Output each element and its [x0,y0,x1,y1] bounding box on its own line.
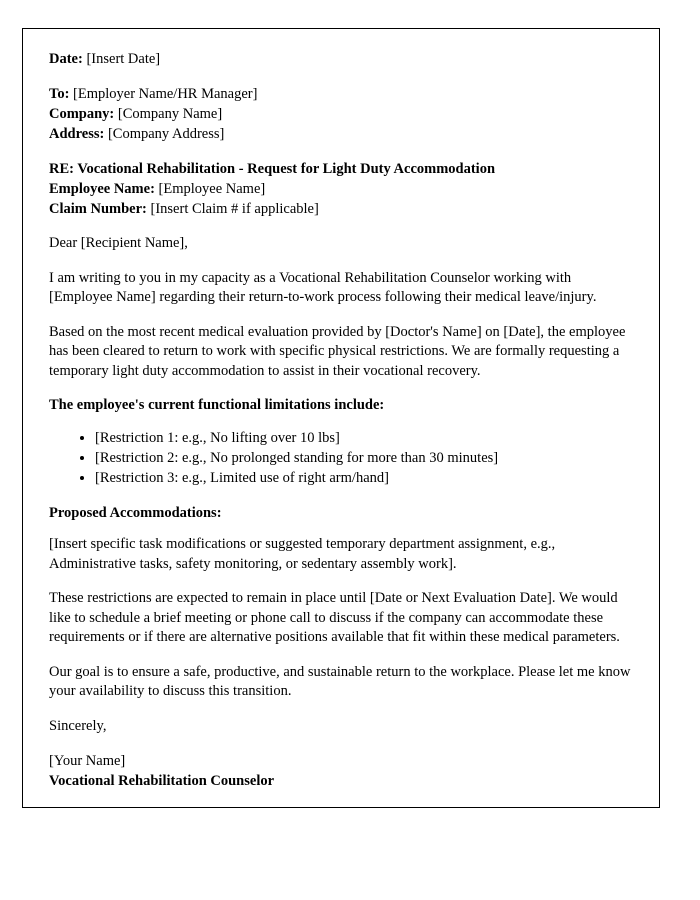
signature-title: Vocational Rehabilitation Counselor [49,773,275,789]
claim-number-line [49,199,637,219]
subject-block [49,159,637,219]
signature-name: [Your Name] [49,753,126,769]
claim-number-value: [Insert Claim # if applicable] [150,201,319,217]
closing: Sincerely, [49,717,107,734]
to-value: [Employer Name/HR Manager] [73,86,258,102]
document-body [49,49,637,789]
recipient-block [49,84,637,144]
to-line [49,84,637,104]
address-value: [Company Address] [107,126,225,142]
address-label: Address: [49,126,105,142]
paragraph-3: [Insert specific task modifications or suggested temporary department assignment, e.g., Administrative tasks, safety monitoring, or sedentary assembly work]. [49,536,556,572]
date-line [49,49,637,69]
list-item: • [Restriction 1: e.g., No lifting over 10 lbs] [95,428,637,448]
company-value: [Company Name] [117,106,223,122]
address-line [49,124,637,144]
accommodations-heading: Proposed Accommodations: [49,504,222,521]
list-item: • [Restriction 2: e.g., No prolonged standing for more than 30 minutes] [95,448,637,468]
list-item: • [Restriction 3: e.g., Limited use of right arm/hand] [95,468,637,488]
employee-name-line [49,179,637,199]
date-label: Date: [49,51,83,67]
date-block [49,49,637,69]
employee-name-value: [Employee Name] [158,181,266,197]
paragraph-2: Based on the most recent medical evaluation provided by [Doctor's Name] on [Date], the employee has been cleared to return to work with specific physical restrictions. We are formally requesting a temporary light duty accommodation to assist in their vocational recovery. [49,323,626,379]
date-value: [Insert Date] [86,51,161,67]
document-page [22,28,660,808]
paragraph-4: These restrictions are expected to remain in place until [Date or Next Evaluation Date]. We would like to schedule a brief meeting or phone call to discuss if the company can accommodate these requirements or if there are alternative positions available that fit within these medical parameters. [49,590,620,645]
employee-name-label: Employee Name: [49,181,155,197]
to-label: To: [49,86,70,102]
paragraph-5: Our goal is to ensure a safe, productive, and sustainable return to the workplace. Please let me know your availability to discuss this transition. [49,663,631,699]
company-line [49,104,637,124]
limitations-heading: The employee's current functional limitations include: [49,397,385,413]
claim-number-label: Claim Number: [49,201,147,217]
company-label: Company: [49,106,115,122]
paragraph-1: I am writing to you in my capacity as a Vocational Rehabilitation Counselor working with [Employee Name] regarding their return-to-work process following their medical leave/injury. [49,269,597,305]
restrictions-list [49,428,637,488]
re-line: RE: Vocational Rehabilitation - Request for Light Duty Accommodation [49,161,496,177]
signature-title-clipped [49,771,637,789]
salutation: Dear [Recipient Name], [49,235,188,251]
